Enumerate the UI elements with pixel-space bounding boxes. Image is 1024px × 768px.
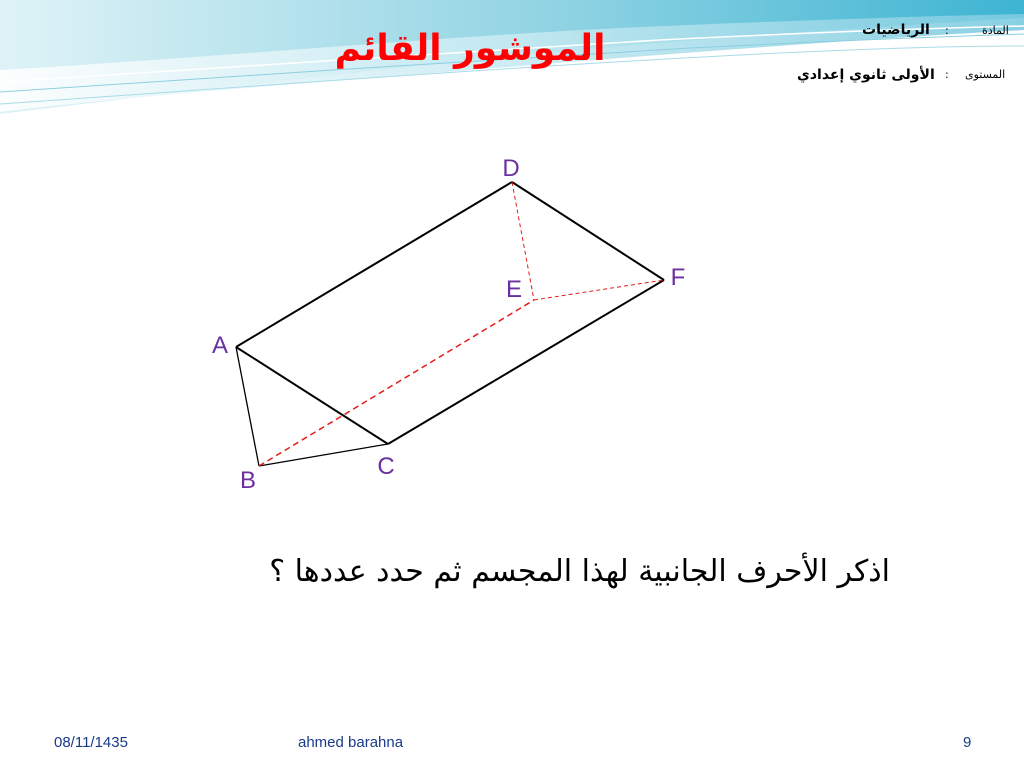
subject-separator: : (945, 24, 949, 37)
edge-AC (236, 347, 388, 444)
footer-author: ahmed barahna (298, 734, 404, 751)
vertex-label-C: C (377, 453, 395, 480)
vertex-label-B: B (239, 467, 257, 494)
level-label: المستوى (965, 68, 1006, 81)
vertex-label-F: F (670, 264, 686, 291)
footer-page-number: 9 (963, 734, 972, 751)
level-separator: : (945, 68, 949, 81)
hidden-edge-EF (534, 280, 664, 300)
edge-AD (236, 182, 512, 347)
level-value: الأولى ثانوي إعدادي (797, 67, 935, 83)
edge-DF (512, 182, 664, 280)
subject-value: الرياضيات (862, 22, 930, 38)
question-text: اذكر الأحرف الجانبية لهذا المجسم ثم حدد عددها ؟ (269, 554, 890, 589)
slide-title: الموشور القائم (334, 28, 606, 69)
footer-date: 08/11/1435 (54, 734, 128, 751)
edge-AB (236, 347, 259, 466)
vertex-label-D: D (502, 155, 520, 182)
vertex-label-A: A (211, 332, 229, 359)
hidden-edge-BE (259, 300, 534, 466)
vertex-label-E: E (505, 276, 523, 303)
subject-label: المادة (982, 24, 1009, 37)
